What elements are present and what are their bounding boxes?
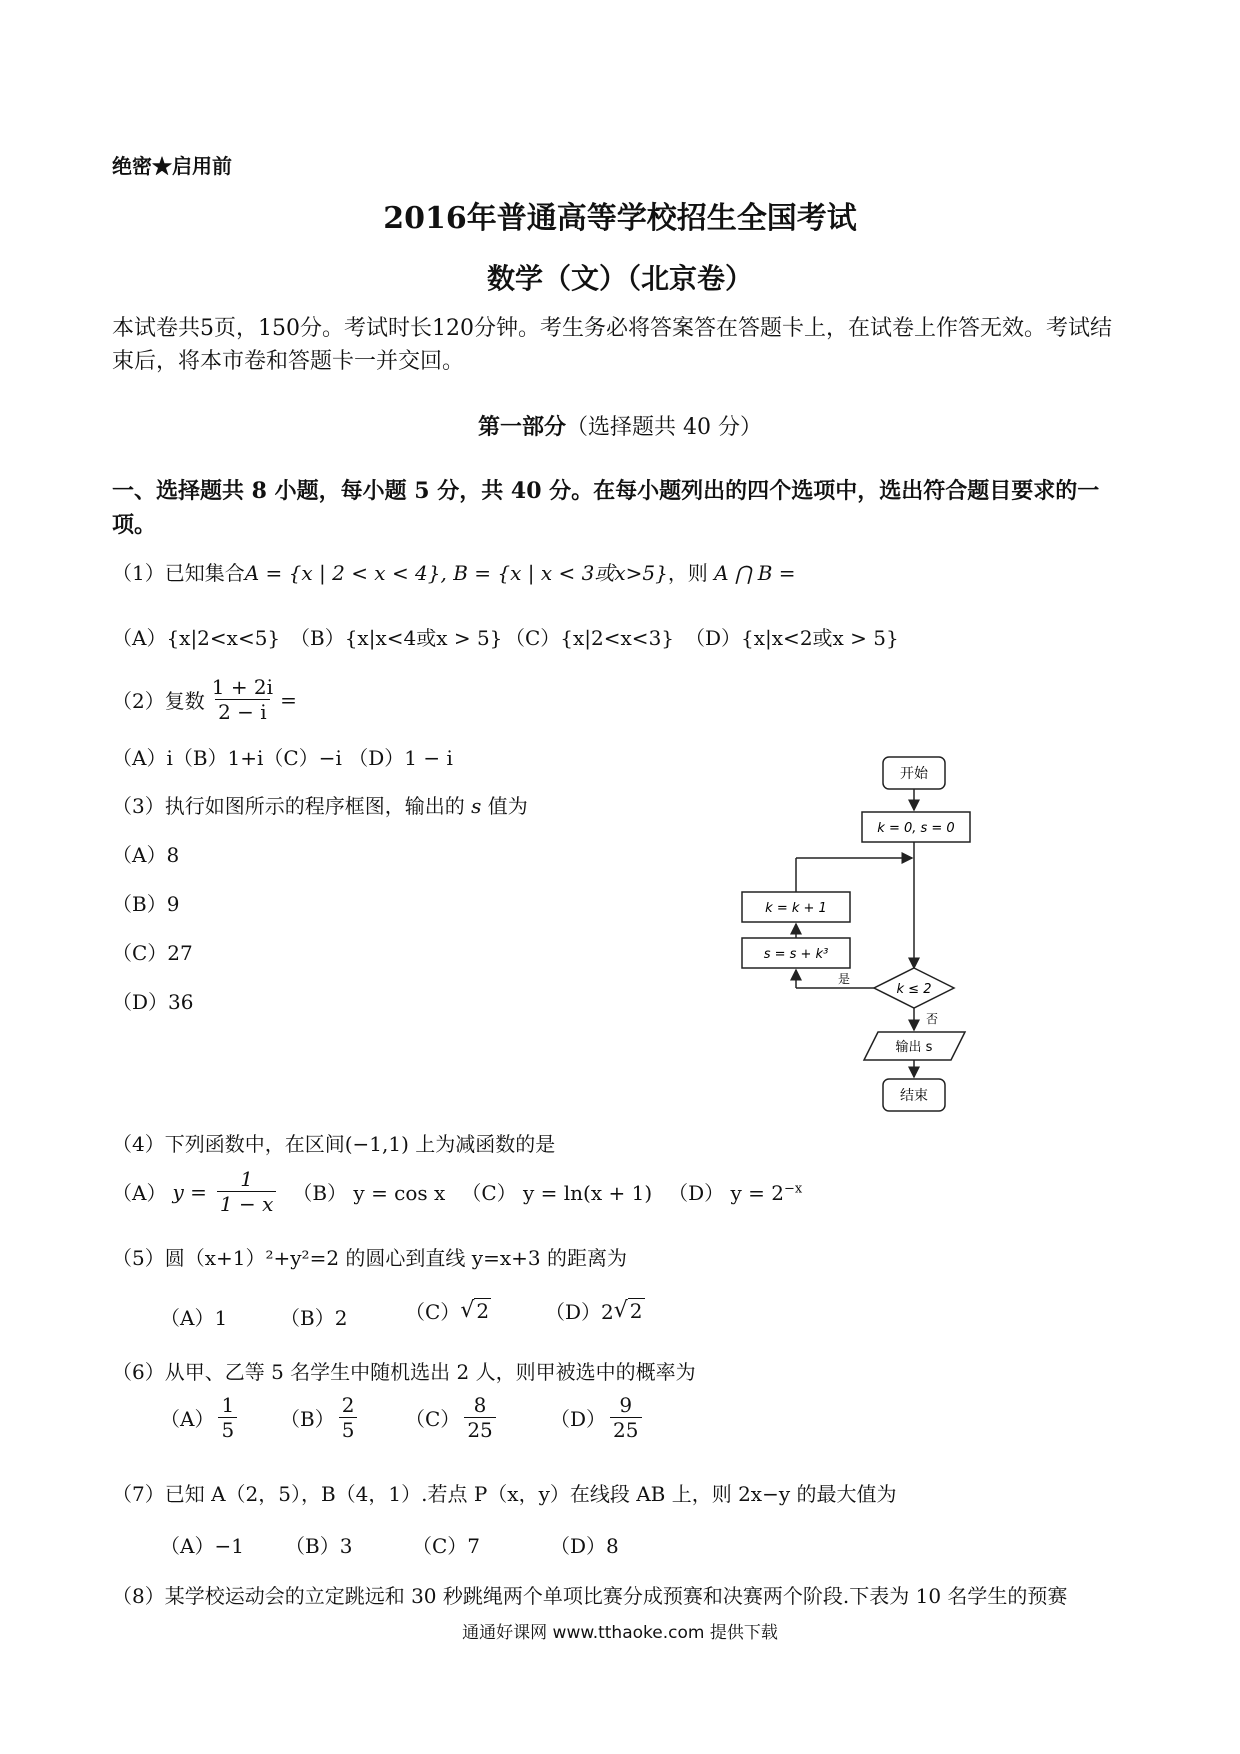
q5-option-c [405, 1296, 491, 1325]
secrecy-label: 绝密★启用前 [112, 154, 232, 178]
question-3-stem [112, 790, 528, 819]
question-6-stem: （6）从甲、乙等 5 名学生中随机选出 2 人，则甲被选中的概率为 [112, 1360, 696, 1384]
q1-option-d: （D）{x|x<2或x > 5} [685, 626, 899, 650]
q6-option-b-label: （B） [280, 1407, 335, 1431]
q6-c-den: 25 [464, 1417, 495, 1441]
q4-option-d: （D） y = 2 [668, 1181, 785, 1205]
part-heading-bold: 第一部分 [478, 414, 567, 440]
q6-option-b [280, 1394, 361, 1441]
part-heading [0, 410, 1240, 441]
q3-option-b: （B）9 [112, 892, 180, 916]
q4-option-a-lhs: y = [172, 1179, 207, 1204]
q4-option-a-fraction [217, 1168, 276, 1215]
q6-b-num: 2 [341, 1393, 355, 1417]
question-7-stem: （7）已知 A（2，5），B（4，1）.若点 P（x，y）在线段 AB 上，则 2x−y 的最大值为 [112, 1482, 897, 1506]
q1-stem-pre: （1）已知集合 [112, 561, 245, 585]
q4-stem-pre: （4）下列函数中，在区间 [112, 1132, 345, 1156]
flowchart-yes-label: 是 [837, 972, 851, 986]
q5-option-c-label: （C） [405, 1300, 461, 1324]
q6-option-d-fraction [610, 1394, 641, 1441]
q1-option-b: （B）{x|x<4或x > 5} [290, 626, 503, 650]
q1-sets: A = {x | 2 < x < 4}, B = {x | x < 3或x>5} [244, 561, 668, 585]
flowchart-increment-label: k = k + 1 [765, 901, 827, 916]
q1-option-a: （A）{x|2<x<5} [112, 626, 281, 650]
q1-stem-mid: ，则 [667, 561, 708, 585]
q4-a-denominator: 1 − x [217, 1191, 276, 1215]
exam-title: 2016年普通高等学校招生全国考试 [383, 201, 857, 236]
exam-instructions: 本试卷共5页，150分。考试时长120分钟。考生务必将答案答在答题卡上，在试卷上作答无效。考试结束后，将本市卷和答题卡一并交回。 [112, 316, 1112, 374]
q6-option-d [550, 1394, 646, 1441]
q7-option-d: （D）8 [550, 1534, 619, 1558]
section-heading: 一、选择题共 8 小题，每小题 5 分，共 40 分。在每小题列出的四个选项中，选出符合题目要求的一项。 [112, 478, 1100, 538]
q3-option-d: （D）36 [112, 990, 194, 1014]
q6-option-a-fraction [218, 1394, 237, 1441]
q6-d-num: 9 [619, 1393, 633, 1417]
q3-option-a: （A）8 [112, 843, 180, 867]
q5-option-d [545, 1296, 645, 1325]
q2-fraction [209, 676, 276, 723]
page-footer: 通通好课网 www.tthaoke.com 提供下载 [462, 1623, 778, 1643]
q2-options: （A）i（B）1+i（C）−i （D）1 − i [112, 746, 453, 770]
q6-option-c-label: （C） [405, 1407, 461, 1431]
q4-options [112, 1168, 802, 1215]
question-8-stem: （8）某学校运动会的立定跳远和 30 秒跳绳两个单项比赛分成预赛和决赛两个阶段.下表为 10 名学生的预赛 [112, 1584, 1068, 1608]
q4-interval: (−1,1) [344, 1132, 409, 1156]
q6-b-den: 5 [339, 1417, 358, 1441]
q4-option-a-label: （A） [112, 1181, 167, 1205]
q7-option-b: （B）3 [285, 1534, 353, 1558]
flowchart [740, 755, 980, 1115]
q6-c-num: 8 [473, 1393, 487, 1417]
q2-denominator: 2 − i [215, 699, 270, 723]
q4-stem-post: 上为减函数的是 [415, 1132, 556, 1156]
sqrt-symbol: √ 2 [460, 1298, 490, 1323]
question-5-stem: （5）圆（x+1）²+y²=2 的圆心到直线 y=x+3 的距离为 [112, 1246, 627, 1270]
flowchart-output-label: 输出 s [895, 1040, 933, 1055]
q6-d-den: 25 [610, 1417, 641, 1441]
q3-option-c: （C）27 [112, 941, 193, 965]
q7-option-a: （A）−1 [160, 1534, 244, 1558]
flowchart-start-label: 开始 [900, 766, 928, 782]
exam-subtitle: 数学（文）（北京卷） [486, 262, 753, 295]
q2-equals: = [280, 687, 297, 712]
question-2-stem [112, 676, 297, 723]
q6-option-a-label: （A） [160, 1407, 215, 1431]
q6-option-a [160, 1394, 241, 1441]
flowchart-sum-label: s = s + k³ [763, 947, 829, 962]
q6-a-num: 1 [221, 1393, 235, 1417]
flowchart-init-label: k = 0, s = 0 [877, 821, 955, 836]
q2-numerator: 1 + 2i [211, 675, 274, 699]
part-heading-note: （选择题共 40 分） [566, 415, 762, 440]
question-1-stem [112, 557, 796, 586]
question-4-stem [112, 1128, 555, 1157]
q5-option-b: （B）2 [280, 1306, 348, 1330]
q6-option-b-fraction [339, 1394, 358, 1441]
q6-option-d-label: （D） [550, 1407, 607, 1431]
q2-stem: （2）复数 [112, 689, 205, 713]
flowchart-condition-label: k ≤ 2 [896, 982, 932, 997]
flowchart-no-label: 否 [926, 1012, 939, 1026]
q5-option-a: （A）1 [160, 1306, 228, 1330]
q5-option-d-radicand: 2 [629, 1299, 643, 1323]
q3-stem-pre: （3）执行如图所示的程序框图，输出的 [112, 794, 465, 818]
q1-expression: A ⋂ B = [714, 561, 796, 585]
q3-stem-post: 值为 [487, 794, 528, 818]
flowchart-end-label: 结束 [900, 1088, 928, 1104]
q3-var: s [471, 794, 482, 818]
q4-option-d-exponent: −x [784, 1181, 803, 1197]
q4-option-c: （C） y = ln(x + 1) [461, 1181, 653, 1205]
q4-option-b: （B） y = cos x [292, 1181, 446, 1205]
q5-option-d-label: （D）2 [545, 1300, 614, 1324]
q6-a-den: 5 [218, 1417, 237, 1441]
q1-option-c: （C）{x|2<x<3} [505, 626, 675, 650]
sqrt-symbol: √ 2 [613, 1298, 643, 1323]
q6-option-c-fraction [464, 1394, 495, 1441]
q5-option-c-radicand: 2 [476, 1299, 490, 1323]
q6-option-c [405, 1394, 500, 1441]
q7-option-c: （C）7 [412, 1534, 481, 1558]
q4-a-numerator: 1 [240, 1167, 253, 1191]
